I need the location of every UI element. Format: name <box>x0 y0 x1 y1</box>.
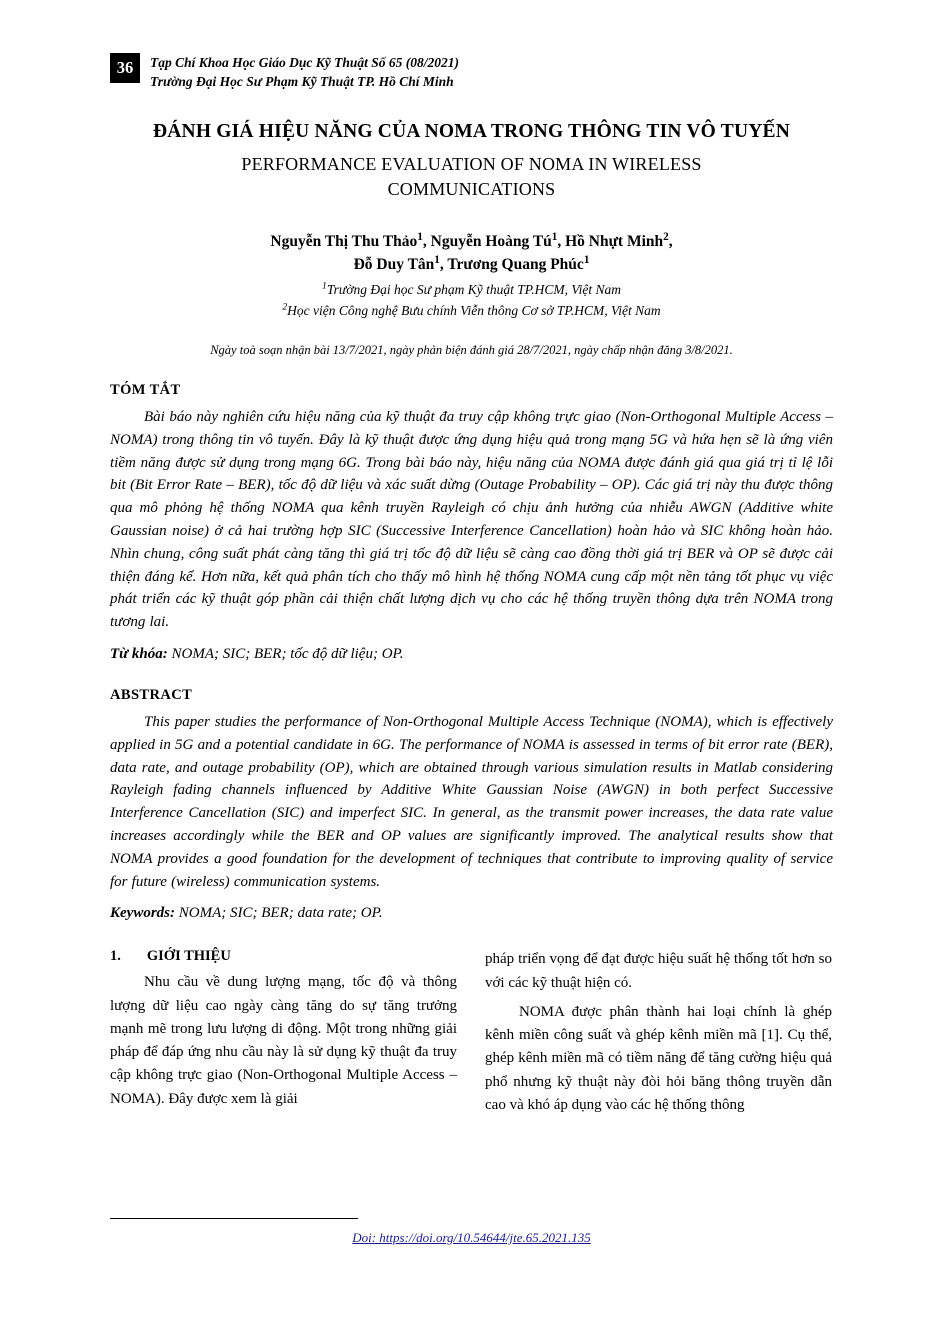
page-title-english <box>110 152 833 202</box>
author-affil-marker: 1 <box>583 254 590 267</box>
author-affil-marker: 2 <box>663 230 669 243</box>
affiliations <box>110 280 833 321</box>
author-line-1 <box>110 230 833 253</box>
keywords-text: NOMA; SIC; BER; data rate; OP. <box>178 905 383 922</box>
keywords-text: NOMA; SIC; BER; tốc độ dữ liệu; OP. <box>171 645 404 662</box>
keywords-vietnamese <box>110 646 833 663</box>
abstract-heading-vietnamese: TÓM TẮT <box>110 381 181 398</box>
paragraph: NOMA được phân thành hai loại chính là ghép kênh miền công suất và ghép kênh miền mã [1]. Cụ thể, ghép kênh miền mã có tiềm năng để tăng cường hiệu quả phổ nhưng kỹ thuật này đòi hỏi băng thông truyền dẫn cao và khó áp dụng vào các hệ thống thông <box>485 1003 832 1113</box>
author-affil-marker: 1 <box>434 254 440 267</box>
running-head <box>110 52 833 91</box>
affiliation-marker: 1 <box>322 280 327 292</box>
affiliation-item <box>110 301 833 321</box>
affiliation-text: Trường Đại học Sư phạm Kỹ thuật TP.HCM, Việt Nam <box>326 282 621 298</box>
abstract-body-english: This paper studies the performance of Non-Orthogonal Multiple Access Technique (NOMA), which is effectively applied in 5G and a potential candidate in 6G. The performance of NOMA is assessed in terms of bit error rate (BER), data rate, and outage probability (OP), which are obtained through various simulation results in Matlab considering Rayleigh fading channels influenced by Additive White Gaussian Noise (AWGN) in both perfect Successive Interference Cancellation (SIC) and imperfect SIC. In general, as the transmit power increases, the data rate value increases accordingly while the BER and OP values are significantly improved. The analytical results show that NOMA provides a good foundation for the development of techniques that contribute to improving quality of service for future (wireless) communication systems. <box>110 713 833 890</box>
column-left <box>110 948 457 1123</box>
author-line-2 <box>110 253 833 276</box>
title-english-line2: COMMUNICATIONS <box>387 179 556 200</box>
author-name: , Nguyễn Hoàng Tú <box>422 232 552 250</box>
footer-divider <box>110 1218 358 1219</box>
paragraph: pháp triển vọng để đạt được hiệu suất hệ thống tốt hơn so với các kỹ thuật hiện có. <box>485 951 832 991</box>
affiliation-item <box>110 280 833 300</box>
keywords-label: Keywords: <box>110 905 175 922</box>
journal-info <box>150 52 459 91</box>
author-affil-marker: 1 <box>417 230 423 243</box>
affiliation-marker: 2 <box>282 301 288 313</box>
author-list <box>110 230 833 277</box>
author-name: Nguyễn Thị Thu Thảo <box>270 232 418 250</box>
page-footer <box>110 1218 833 1247</box>
author-affil-marker: 1 <box>551 230 558 243</box>
abstract-heading-english: ABSTRACT <box>110 686 193 703</box>
section-number: 1. <box>110 948 121 965</box>
section-1-heading <box>110 948 457 965</box>
submission-dates: Ngày toà soạn nhận bài 13/7/2021, ngày phản biện đánh giá 28/7/2021, ngày chấp nhận đăng 3/8/2021. <box>210 342 733 357</box>
author-separator: , <box>668 232 673 250</box>
section-title: GIỚI THIỆU <box>146 948 231 965</box>
page-title-vietnamese: ĐÁNH GIÁ HIỆU NĂNG CỦA NOMA TRONG THÔNG TIN VÔ TUYẾN <box>152 121 791 143</box>
column-right <box>485 948 832 1123</box>
author-name: Đỗ Duy Tân <box>353 256 435 274</box>
two-column-body <box>110 948 833 1123</box>
page-content <box>110 52 833 1123</box>
page-number: 36 <box>110 53 140 83</box>
author-name: , Hồ Nhựt Minh <box>557 232 664 250</box>
keywords-english <box>110 905 833 922</box>
doi-link[interactable]: Doi: https://doi.org/10.54644/jte.65.2021.135 <box>352 1230 591 1245</box>
author-name: , Trương Quang Phúc <box>439 256 584 274</box>
university-line: Trường Đại Học Sư Phạm Kỹ Thuật TP. Hồ Chí Minh <box>150 74 454 90</box>
title-english-line1: PERFORMANCE EVALUATION OF NOMA IN WIRELESS <box>241 154 702 175</box>
affiliation-text: Học viện Công nghệ Bưu chính Viễn thông Cơ sở TP.HCM, Việt Nam <box>287 302 661 318</box>
keywords-label: Từ khóa: <box>110 645 168 662</box>
abstract-body-vietnamese: Bài báo này nghiên cứu hiệu năng của kỹ thuật đa truy cập không trực giao (Non-Orthogonal Multiple Access – NOMA) trong thông tin vô tuyến. Đây là kỹ thuật được ứng dụng hiệu quả trong mạng 5G và hứa hẹn sẽ là ứng viên tiềm năng được sử dụng trong mạng 6G. Trong bài báo này, hiệu năng của NOMA được đánh giá qua giá trị tỉ lệ lỗi bit (Bit Error Rate – BER), tốc độ dữ liệu và xác suất dừng (Outage Probability – OP). Các giá trị này thu được thông qua mô phỏng hệ thống NOMA qua kênh truyền Rayleigh có chịu ảnh hưởng của nhiễu AWGN (Additive white Gaussian noise) ở cả hai trường hợp SIC (Successive Interference Cancellation) hoàn hảo và SIC không hoàn hảo. Nhìn chung, công suất phát càng tăng thì giá trị tốc độ dữ liệu sẽ càng cao đồng thời giá trị BER và OP sẽ được cải thiện đáng kể. Hơn nữa, kết quả phân tích cho thấy mô hình hệ thống NOMA cung cấp một nền tảng tốt phục vụ việc phát triển các kỹ thuật góp phần cải thiện chất lượng dịch vụ cho các hệ thống truyền thông dựa trên NOMA trong tương lai. <box>110 408 833 631</box>
paragraph: Nhu cầu về dung lượng mạng, tốc độ và thông lượng dữ liệu cao ngày càng tăng do sự tăng trưởng mạnh mẽ trong lưu lượng di động. Một trong những giải pháp để đáp ứng nhu cầu này là sử dụng kỹ thuật đa truy cập không trực giao (Non-Orthogonal Multiple Access – NOMA). Đây được xem là giải <box>110 974 457 1107</box>
journal-title-line: Tạp Chí Khoa Học Giáo Dục Kỹ Thuật Số 65 (08/2021) <box>150 55 460 70</box>
